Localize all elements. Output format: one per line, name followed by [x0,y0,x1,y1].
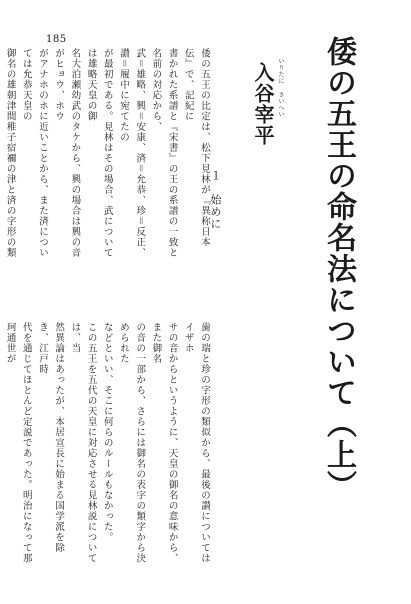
author-name: 入谷宰平 [251,62,275,146]
author-block [246,54,290,164]
body-line: が最初である。見林はその場合、武については雄略天皇の御 [85,48,113,258]
body-line: 御名の雄朝津間稚子宿禰の津と済の字形の類 [4,48,16,258]
page-number: 185 [46,34,67,45]
body-line: 名大泊瀬幼武のタケから、興の場合は興の音がヒョウ、ホウ [53,48,81,258]
section-heading: １ 始めに [209,170,222,230]
body-line: 武＝雄略、興＝安康、済＝允恭、珍＝反正、讃＝履中に宛てたの [117,48,146,258]
body-line: などといい、そこに何らのルールもなかった。 [101,322,113,543]
body-line: がアナホのホに近いことから、また済については允恭天皇の [20,48,48,258]
body-line: この五王を五代の天皇に対応させる見林説については、当 [69,322,97,564]
body-line: の音の一部から、さらには御名の表字の類字から決められた [117,322,146,564]
body-line: 然異論はあったが、本居宣長に始まる国学派を除き、江戸時 [36,322,65,553]
body-line: 代を通じてほとんど定説であった。明治になって那珂通世が [4,322,32,564]
body-text-lower [4,322,212,572]
body-line: 書かれた系譜と『宋書』の王の系譜の一致と名前の対応から、 [150,48,178,258]
body-text-upper [4,48,212,258]
body-line: 歯の瑞と珍の字形の類似から、最後の讃についてはイザホ [182,322,210,564]
body-line [0,322,1,572]
body-line: サの音からというように、天皇の御名の意味から、また御名 [150,322,178,564]
article-title: 倭の五王の命名法について（上） [321,36,356,501]
body-line: 倭の五王の比定は、松下見林が『異称日本伝』で、記紀に [182,48,210,248]
author-ruby: いりたに さいへい [277,58,284,118]
